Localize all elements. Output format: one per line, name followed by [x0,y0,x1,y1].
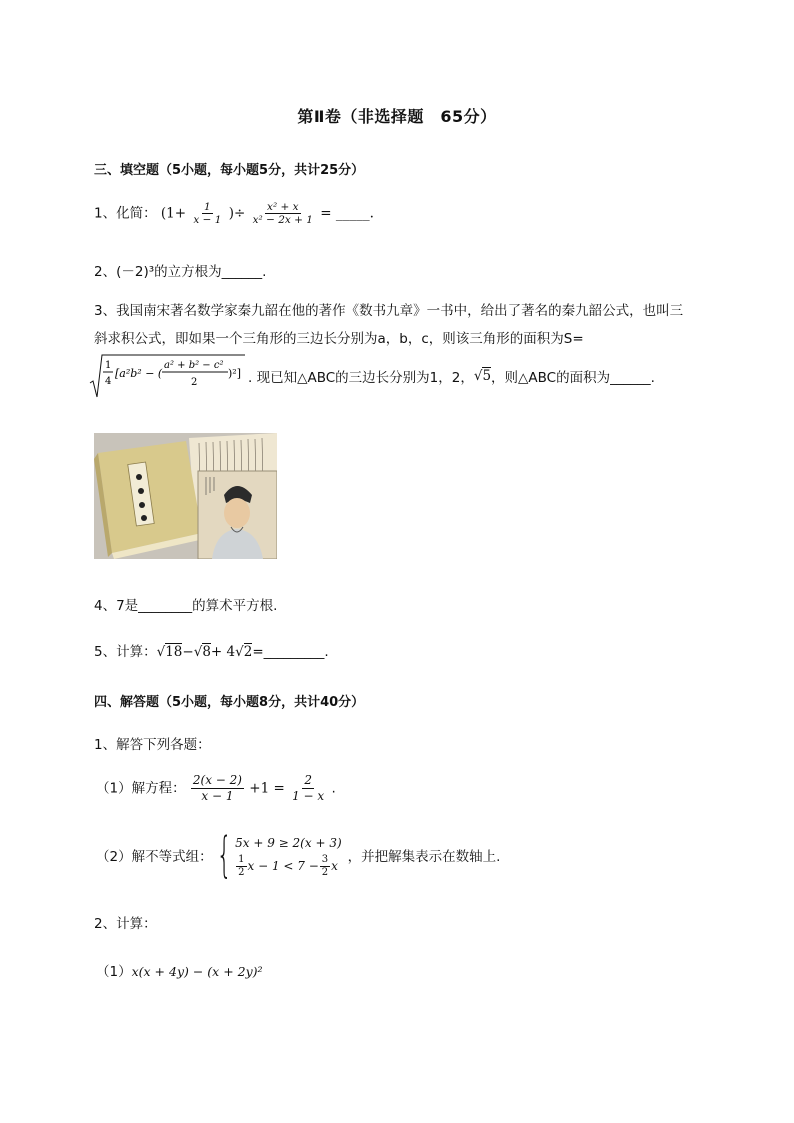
q1-f2-num: x² + x [267,201,299,213]
q1-tail: = _____. [320,205,374,222]
q5-r1: 18 [165,644,183,660]
question-3-3-line3 [88,353,655,399]
question-3-5 [94,640,329,660]
p2-row2 [235,854,342,879]
heron-formula [88,353,248,399]
q1-div: )÷ [228,205,246,222]
p1-f1-den: x − 1 [201,789,234,803]
q3-sqrt5: √5 [473,368,492,384]
system-brace: { [216,827,232,883]
formula-end: )²] [228,367,241,380]
q5-minus: − [182,644,194,660]
q42-p1-prefix: （1） [96,964,132,980]
question-3-3-line2: 斜求积公式，即如果一个三角形的三边长分别为a，b，c，则该三角形的面积为S= [94,331,584,347]
p2-prefix: （2）解不等式组： [96,849,213,865]
q5-sqrt18: √18 [156,644,183,660]
p1-prefix: （1）解方程： [96,780,186,797]
p1-tail: . [331,780,336,797]
q1-fraction-1 [191,201,223,226]
q5-r3: 2 [243,644,253,660]
p1-fraction-2 [290,773,326,804]
q5-prefix: 5、计算： [94,644,157,660]
q1-f1-num: 1 [204,201,211,213]
p1-f1-num: 2(x − 2) [192,773,242,787]
q5-sqrt8: √8 [193,644,211,660]
p2-frac-b [320,854,330,879]
p2-row1: 5x + 9 ≥ 2(x + 3) [235,835,342,850]
q1-fraction-2 [251,201,315,226]
book-portrait-image [94,433,277,559]
q5-sqrt2: √2 [235,644,253,660]
p2-row2-mid: x − 1 < 7 − [247,859,319,873]
formula-mid: [a²b² − ( [115,367,163,380]
p2-tail: ，并把解集表示在数轴上. [347,849,501,865]
p2-a-num: 1 [238,853,245,865]
question-4-2-title: 2、计算： [94,916,157,932]
question-4-1-title: 1、解答下列各题： [94,737,211,753]
p1-fraction-1 [191,773,244,804]
p1-mid: +1 = [249,780,285,797]
inequality-system [235,832,342,879]
formula-frac-num: a² + b² − c² [164,360,224,371]
p2-frac-a [236,854,246,879]
question-4-2-part1 [96,960,263,980]
question-4-1-part1 [96,773,336,804]
section3-heading: 三、填空题（5小题，每小题5分，共计25分） [94,163,365,178]
book-portrait-illustration [94,433,277,559]
q1-prefix: 1、化简： [94,205,157,222]
p2-b-num: 3 [321,853,329,865]
section4-heading: 四、解答题（5小题，每小题8分，共计40分） [94,695,365,710]
question-3-4: 4、7是________的算术平方根. [94,598,278,614]
question-4-1-part2 [96,827,501,883]
formula-frac-den: 2 [191,377,198,388]
question-3-1 [94,201,374,226]
formula-left-num: 1 [105,360,112,371]
formula-left-den: 4 [105,376,112,387]
page-title: 第Ⅱ卷（非选择题 65分） [297,107,497,126]
q3-line3-tail: ，则△ABC的面积为______. [491,370,655,386]
question-3-3-line1: 3、我国南宋著名数学家秦九韶在他的著作《数书九章》一书中，给出了著名的秦九韶公式，也叫三 [94,303,684,319]
q5-r2: 8 [202,644,211,660]
p1-f2-num: 2 [304,773,312,787]
q1-f1-den: x − 1 [193,214,222,226]
p2-row2-end: x [331,859,338,873]
q5-tail: =_________. [252,644,329,660]
p1-f2-den: 1 − x [292,789,325,803]
q1-open: (1+ [160,205,187,222]
q5-plus: + 4 [210,644,236,660]
q3-line3-text: . 现已知△ABC的三边长分别为1，2， [248,370,474,386]
p2-a-den: 2 [238,866,245,878]
q3-sqrt5-value: 5 [482,368,492,384]
p2-b-den: 2 [321,866,329,878]
q42-p1-expr: x(x + 4y) − (x + 2y)² [131,964,263,979]
q1-f2-den: x² − 2x + 1 [252,214,313,226]
question-3-2: 2、(－2)³的立方根为______. [94,264,267,280]
